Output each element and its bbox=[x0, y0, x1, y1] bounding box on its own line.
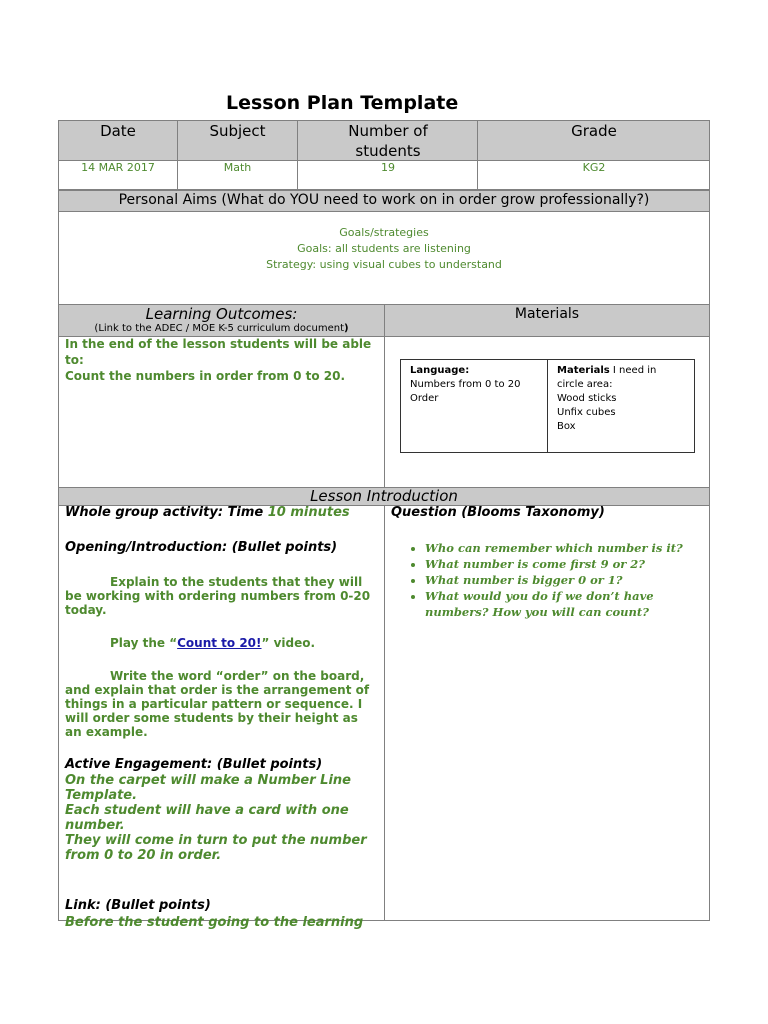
date-value: 14 MAR 2017 bbox=[81, 161, 155, 174]
opening-para3: Write the word “order” on the board, and explain that order is the arrangement of things in a particular pattern or sequence. I will order some students by their height as an example. bbox=[65, 669, 370, 739]
question-item: • What number is come first 9 or 2? bbox=[425, 556, 701, 572]
aims-line-goals: Goals: all students are listening bbox=[297, 242, 471, 255]
opening-play-line: Play the “Count to 20!” video. bbox=[110, 636, 316, 650]
outcomes-line2: Count the numbers in order from 0 to 20. bbox=[65, 369, 346, 383]
intro-right-cell bbox=[384, 505, 710, 921]
active-engagement-label: Active Engagement: (Bullet points) bbox=[65, 757, 323, 772]
materials-title-line: Materials I need in bbox=[557, 365, 657, 376]
intro-header: Lesson Introduction bbox=[310, 487, 458, 505]
questions-list bbox=[385, 540, 709, 620]
active-engagement-text bbox=[65, 773, 378, 863]
header-number-label: Number of students bbox=[348, 122, 428, 160]
intro-left-cell bbox=[58, 505, 385, 930]
active-line: Each student will have a card with one number. bbox=[65, 803, 349, 833]
aims-body bbox=[58, 211, 710, 305]
opening-para1: Explain to the students that they will be working with ordering numbers from 0-20 today. bbox=[65, 575, 371, 617]
page-title: Lesson Plan Template bbox=[226, 92, 459, 114]
materials-item: circle area: bbox=[557, 379, 613, 390]
students-value: 19 bbox=[381, 161, 395, 174]
language-item: Order bbox=[410, 393, 439, 404]
materials-header: Materials bbox=[514, 306, 580, 322]
outcomes-header-cell bbox=[58, 304, 385, 337]
grade-value: KG2 bbox=[582, 161, 606, 174]
question-item: • What number is bigger 0 or 1? bbox=[425, 572, 701, 588]
link-text: Before the student going to the learning bbox=[65, 915, 364, 930]
question-label: Question (Blooms Taxonomy) bbox=[391, 505, 605, 520]
language-item: Numbers from 0 to 20 bbox=[410, 379, 521, 390]
header-date bbox=[58, 120, 178, 161]
aims-header: Personal Aims (What do YOU need to work on in order grow professionally?) bbox=[118, 192, 650, 208]
active-line: On the carpet will make a Number Line Template. bbox=[65, 773, 351, 803]
language-title: Language: bbox=[410, 365, 470, 376]
header-grade bbox=[478, 120, 710, 161]
materials-box bbox=[547, 359, 695, 453]
active-line: They will come in turn to put the number from 0 to 20 in order. bbox=[65, 833, 367, 863]
header-number-of-students bbox=[298, 120, 478, 161]
header-subject-label: Subject bbox=[209, 122, 266, 140]
whole-group-line: Whole group activity: Time 10 minutes bbox=[65, 505, 350, 520]
link-label: Link: (Bullet points) bbox=[65, 898, 211, 913]
materials-header-cell bbox=[384, 304, 710, 337]
subject-value: Math bbox=[223, 161, 252, 174]
question-item: • Who can remember which number is it? bbox=[425, 540, 701, 556]
header-grade-label: Grade bbox=[571, 122, 617, 140]
aims-line-strategy: Strategy: using visual cubes to understand bbox=[266, 258, 502, 271]
aims-line-goals-strategies: Goals/strategies bbox=[339, 226, 429, 239]
materials-item: Wood sticks bbox=[557, 393, 617, 404]
opening-label: Opening/Introduction: (Bullet points) bbox=[65, 540, 338, 555]
outcomes-line1: In the end of the lesson students will be able to: bbox=[65, 337, 372, 367]
intro-header-bar bbox=[58, 487, 710, 506]
language-box bbox=[400, 359, 548, 453]
outcomes-header: Learning Outcomes: bbox=[145, 305, 298, 323]
outcomes-body bbox=[58, 336, 385, 488]
count-to-20-link[interactable]: Count to 20! bbox=[177, 636, 262, 650]
aims-header-bar bbox=[58, 190, 710, 212]
header-subject bbox=[178, 120, 297, 161]
question-item: • What would you do if we don’t have numbers? How you will can count? bbox=[425, 588, 701, 620]
materials-item: Box bbox=[557, 421, 576, 432]
materials-item: Unfix cubes bbox=[557, 407, 616, 418]
header-date-label: Date bbox=[100, 122, 136, 140]
outcomes-subheader: (Link to the ADEC / MOE K-5 curriculum document) bbox=[94, 323, 349, 334]
